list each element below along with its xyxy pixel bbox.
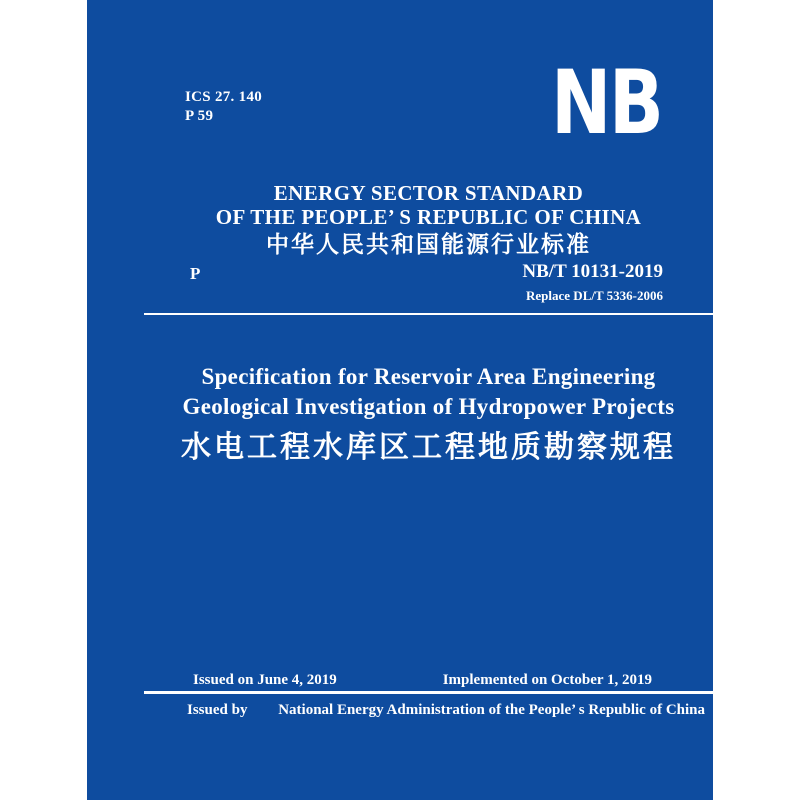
nb-logo: NB	[551, 51, 662, 154]
standard-type-en-line2: OF THE PEOPLE’ S REPUBLIC OF CHINA	[215, 205, 642, 229]
standard-type-zh: 中华人民共和国能源行业标准	[266, 232, 591, 257]
issued-on-date: Issued on June 4, 2019	[193, 672, 337, 688]
document-class: P	[190, 264, 201, 283]
ics-code: ICS 27. 140	[185, 89, 263, 105]
standard-number-block	[522, 261, 663, 303]
standard-number: NB/T 10131-2019	[522, 261, 663, 282]
issue-dates-row	[144, 672, 713, 689]
standard-cover	[87, 0, 713, 800]
issued-by-value: National Energy Administration of the People’ s Republic of China	[278, 702, 706, 718]
classification-block	[185, 88, 262, 126]
issued-by-row	[187, 701, 705, 719]
title-en-line2: Geological Investigation of Hydropower Projects	[182, 394, 675, 419]
issued-by-label: Issued by	[187, 702, 248, 718]
divider-line-top	[144, 313, 713, 315]
replaces-note: Replace DL/T 5336-2006	[526, 288, 663, 303]
title-block	[144, 362, 713, 466]
title-en-line1: Specification for Reservoir Area Engineering	[201, 364, 656, 389]
title-zh: 水电工程水库区工程地质勘察规程	[181, 431, 676, 464]
implemented-on-date: Implemented on October 1, 2019	[442, 672, 652, 688]
divider-line-bottom	[144, 691, 713, 694]
standard-type-en-line1: ENERGY SECTOR STANDARD	[273, 181, 584, 205]
p-classification: P 59	[185, 108, 214, 124]
standard-type-block	[144, 181, 713, 258]
